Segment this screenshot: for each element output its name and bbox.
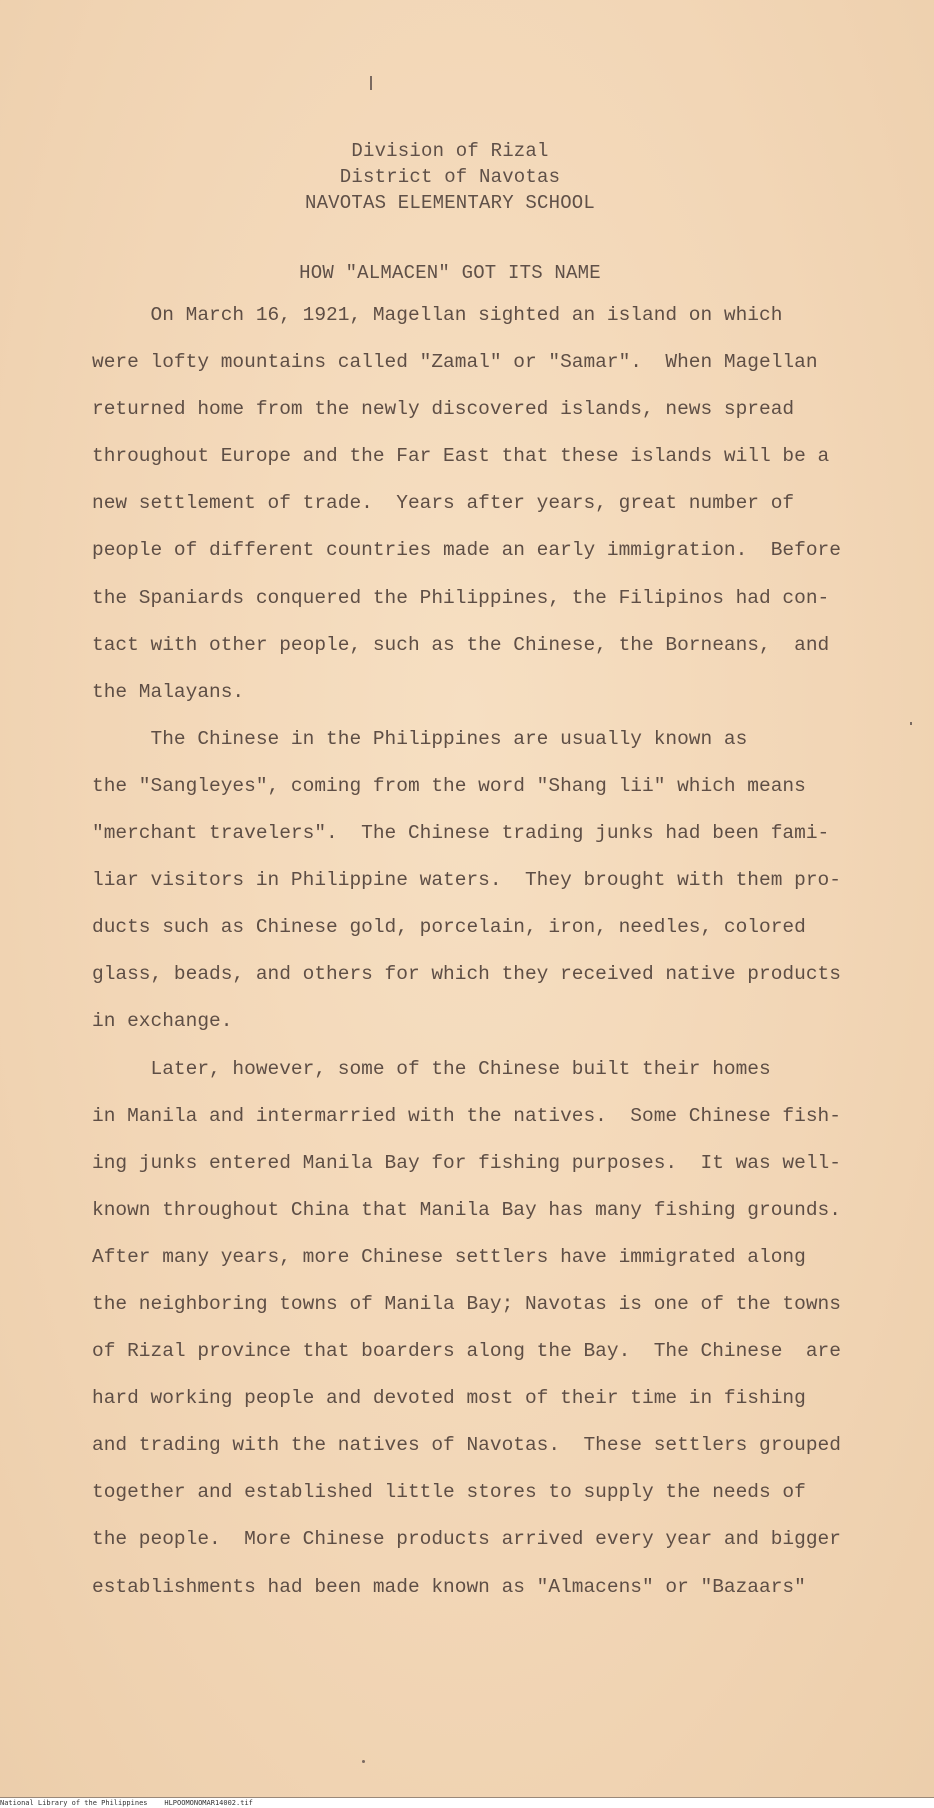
text-line: in exchange. — [92, 1010, 233, 1033]
text-line: and trading with the natives of Navotas. These settlers grouped — [92, 1434, 841, 1457]
text-line: tact with other people, such as the Chinese, the Borneans, and — [92, 633, 830, 656]
text-line: glass, beads, and others for which they received native products — [92, 963, 841, 986]
header-division: Division of Rizal — [351, 140, 549, 162]
header-school: NAVOTAS ELEMENTARY SCHOOL — [304, 192, 596, 214]
text-line: The Chinese in the Philippines are usually known as — [92, 727, 748, 750]
text-line: On March 16, 1921, Magellan sighted an island on which — [92, 304, 783, 326]
text-line: in Manila and intermarried with the natives. Some Chinese fish- — [92, 1104, 841, 1127]
text-line: the Malayans. — [92, 680, 245, 703]
text-line: the neighboring towns of Manila Bay; Navotas is one of the towns — [92, 1292, 841, 1315]
document-header — [0, 138, 900, 216]
text-line: known throughout China that Manila Bay has many fishing grounds. — [92, 1198, 841, 1221]
text-line: together and established little stores to supply the needs of — [92, 1481, 806, 1504]
text-line: Later, however, some of the Chinese built their homes — [92, 1057, 771, 1080]
text-line: liar visitors in Philippine waters. They brought with them pro- — [92, 869, 841, 892]
document-body — [92, 302, 862, 1621]
text-line: returned home from the newly discovered islands, news spread — [92, 398, 795, 421]
scan-footer — [0, 1797, 934, 1808]
text-line: the Spaniards conquered the Philippines, the Filipinos had con- — [92, 586, 830, 609]
text-line: ing junks entered Manila Bay for fishing purposes. It was well- — [92, 1151, 841, 1174]
document-title: HOW "ALMACEN" GOT ITS NAME — [299, 262, 601, 284]
ink-speck — [362, 1760, 365, 1763]
footer-file-id: HLPOOMONOMAR14002.tif — [164, 1799, 253, 1807]
header-district: District of Navotas — [339, 166, 561, 188]
text-line: of Rizal province that boarders along the Bay. The Chinese are — [92, 1340, 841, 1363]
footer-source: National Library of the Philippines — [0, 1799, 148, 1807]
text-line: "merchant travelers". The Chinese trading junks had been fami- — [92, 822, 830, 845]
text-line: After many years, more Chinese settlers have immigrated along — [92, 1245, 806, 1268]
text-line: new settlement of trade. Years after years, great number of — [92, 492, 795, 515]
text-line: were lofty mountains called "Zamal" or "Samar". When Magellan — [92, 351, 818, 374]
text-line: hard working people and devoted most of their time in fishing — [92, 1387, 806, 1410]
text-line: throughout Europe and the Far East that these islands will be a — [92, 445, 830, 468]
text-line: establishments had been made known as "Almacens" or "Bazaars" — [92, 1575, 806, 1598]
text-line: the "Sangleyes", coming from the word "Shang lii" which means — [92, 774, 806, 797]
text-line: people of different countries made an early immigration. Before — [92, 539, 841, 562]
ink-speck — [910, 722, 912, 725]
text-line: the people. More Chinese products arrived every year and bigger — [92, 1528, 841, 1551]
text-line: ducts such as Chinese gold, porcelain, iron, needles, colored — [92, 916, 806, 939]
ink-mark — [370, 76, 372, 90]
